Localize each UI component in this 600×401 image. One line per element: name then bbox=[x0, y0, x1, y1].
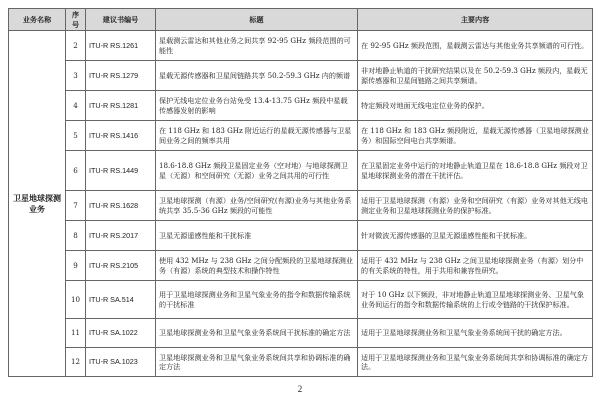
recommendation-code: ITU-R RS.2017 bbox=[86, 221, 156, 251]
table-row bbox=[9, 281, 593, 319]
table-row bbox=[9, 31, 593, 61]
table-row bbox=[9, 348, 593, 377]
recommendation-content: 适用于卫星地球探测（有源）业务和空间研究（有源）业务对其他无线电测定业务和卫星地球探测业务的保护标准。 bbox=[358, 191, 593, 221]
recommendation-content: 在 92-95 GHz 频段范围，星载测云雷达与其他业务共享频谱的可行性。 bbox=[358, 31, 593, 61]
recommendation-content: 对于 10 GHz 以下频段，非对地静止轨道卫星地球探测业务、卫星气象业务间运行的指令和数据传输系统的上行或令链路的干扰保护标准。 bbox=[358, 281, 593, 319]
table-row bbox=[9, 319, 593, 348]
service-name-cell: 卫星地球探测业务 bbox=[9, 31, 66, 377]
header-title: 标题 bbox=[156, 9, 358, 31]
recommendation-content: 适用于 432 MHz 与 238 GHz 之间卫星地球探测业务（有源）划分中的有关系统的特性，用于共用和兼容性研究。 bbox=[358, 251, 593, 281]
recommendation-title: 卫星地球探测（有源）业务/空间研究(有源)业务与其他业务系统共享 35.5-36 GHz 频段的可能性 bbox=[156, 191, 358, 221]
recommendation-content: 针对微波无源传感器的卫星无源遥感性能和干扰标准。 bbox=[358, 221, 593, 251]
recommendation-code: ITU-R RS.1261 bbox=[86, 31, 156, 61]
recommendation-title: 卫星地球探测业务和卫星气象业务系统间干扰标准的确定方法 bbox=[156, 319, 358, 348]
recommendation-code: ITU-R RS.2105 bbox=[86, 251, 156, 281]
recommendation-code: ITU-R RS.1628 bbox=[86, 191, 156, 221]
recommendation-code: ITU-R SA.514 bbox=[86, 281, 156, 319]
table-row bbox=[9, 91, 593, 121]
row-number: 12 bbox=[66, 348, 86, 377]
recommendation-code: ITU-R RS.1449 bbox=[86, 151, 156, 191]
recommendation-title: 18.6-18.8 GHz 频段卫星固定业务（空对地）与地球探测卫星（无源）和空间研究（无源）业务之间共用的可行性 bbox=[156, 151, 358, 191]
recommendation-content: 在 118 GHz 和 183 GHz 频段附近，星载无源传感器（卫星地球探测业务）和国际空间电台共享频谱。 bbox=[358, 121, 593, 151]
recommendation-content: 适用于卫星地球探测业务和卫星气象业务系统间共享和协调标准的确定方法。 bbox=[358, 348, 593, 377]
recommendation-content: 特定频段对地面无线电定位业务的保护。 bbox=[358, 91, 593, 121]
header-row bbox=[9, 9, 593, 31]
table-row bbox=[9, 221, 593, 251]
recommendation-code: ITU-R RS.1416 bbox=[86, 121, 156, 151]
header-code: 建议书编号 bbox=[86, 9, 156, 31]
recommendations-table-wrap bbox=[8, 8, 592, 372]
row-number: 3 bbox=[66, 61, 86, 91]
row-number: 10 bbox=[66, 281, 86, 319]
recommendation-code: ITU-R SA.1022 bbox=[86, 319, 156, 348]
recommendation-code: ITU-R RS.1281 bbox=[86, 91, 156, 121]
table-row bbox=[9, 151, 593, 191]
row-number: 11 bbox=[66, 319, 86, 348]
recommendation-title: 保护无线电定位业务台站免受 13.4-13.75 GHz 频段中星载传感器发射的影响 bbox=[156, 91, 358, 121]
header-service: 业务名称 bbox=[9, 9, 66, 31]
row-number: 7 bbox=[66, 191, 86, 221]
row-number: 9 bbox=[66, 251, 86, 281]
table-row bbox=[9, 61, 593, 91]
recommendation-content: 适用于卫星地球探测业务和卫星气象业务系统间干扰的确定方法。 bbox=[358, 319, 593, 348]
recommendation-title: 在 118 GHz 和 183 GHz 附近运行的星载无源传感器与卫星间业务之间的频率共用 bbox=[156, 121, 358, 151]
table-row bbox=[9, 121, 593, 151]
header-index: 序号 bbox=[66, 9, 86, 31]
row-number: 4 bbox=[66, 91, 86, 121]
recommendation-content: 非对地静止轨道的干扰研究结果以及在 50.2-59.3 GHz 频段内，星载无源传感器和卫星间链路之间共享频谱。 bbox=[358, 61, 593, 91]
recommendation-title: 使用 432 MHz 与 238 GHz 之间分配频段的卫星地球探测业务（有源）系统的典型技术和操作特性 bbox=[156, 251, 358, 281]
recommendation-code: ITU-R SA.1023 bbox=[86, 348, 156, 377]
recommendation-title: 星载无源传感器和卫星间链路共享 50.2-59.3 GHz 内的频谱 bbox=[156, 61, 358, 91]
recommendation-title: 卫星无源遥感性能和干扰标准 bbox=[156, 221, 358, 251]
row-number: 6 bbox=[66, 151, 86, 191]
page-number: 2 bbox=[297, 384, 303, 394]
row-number: 2 bbox=[66, 31, 86, 61]
row-number: 8 bbox=[66, 221, 86, 251]
recommendation-title: 用于卫星地球探测业务和卫星气象业务的指令和数据传输系统的干扰标准 bbox=[156, 281, 358, 319]
table-row bbox=[9, 251, 593, 281]
recommendation-content: 在卫星固定业务中运行的对地静止轨道卫星在 18.6-18.8 GHz 频段对卫星地球探测业务的潜在干扰评估。 bbox=[358, 151, 593, 191]
recommendation-title: 卫星地球探测业务和卫星气象业务系统间共享和协调标准的确定方法 bbox=[156, 348, 358, 377]
recommendation-code: ITU-R RS.1279 bbox=[86, 61, 156, 91]
header-content: 主要内容 bbox=[358, 9, 593, 31]
recommendation-title: 星载测云雷达和其他业务之间共享 92-95 GHz 频段范围的可能性 bbox=[156, 31, 358, 61]
row-number: 5 bbox=[66, 121, 86, 151]
recommendations-table bbox=[8, 8, 593, 377]
table-row bbox=[9, 191, 593, 221]
